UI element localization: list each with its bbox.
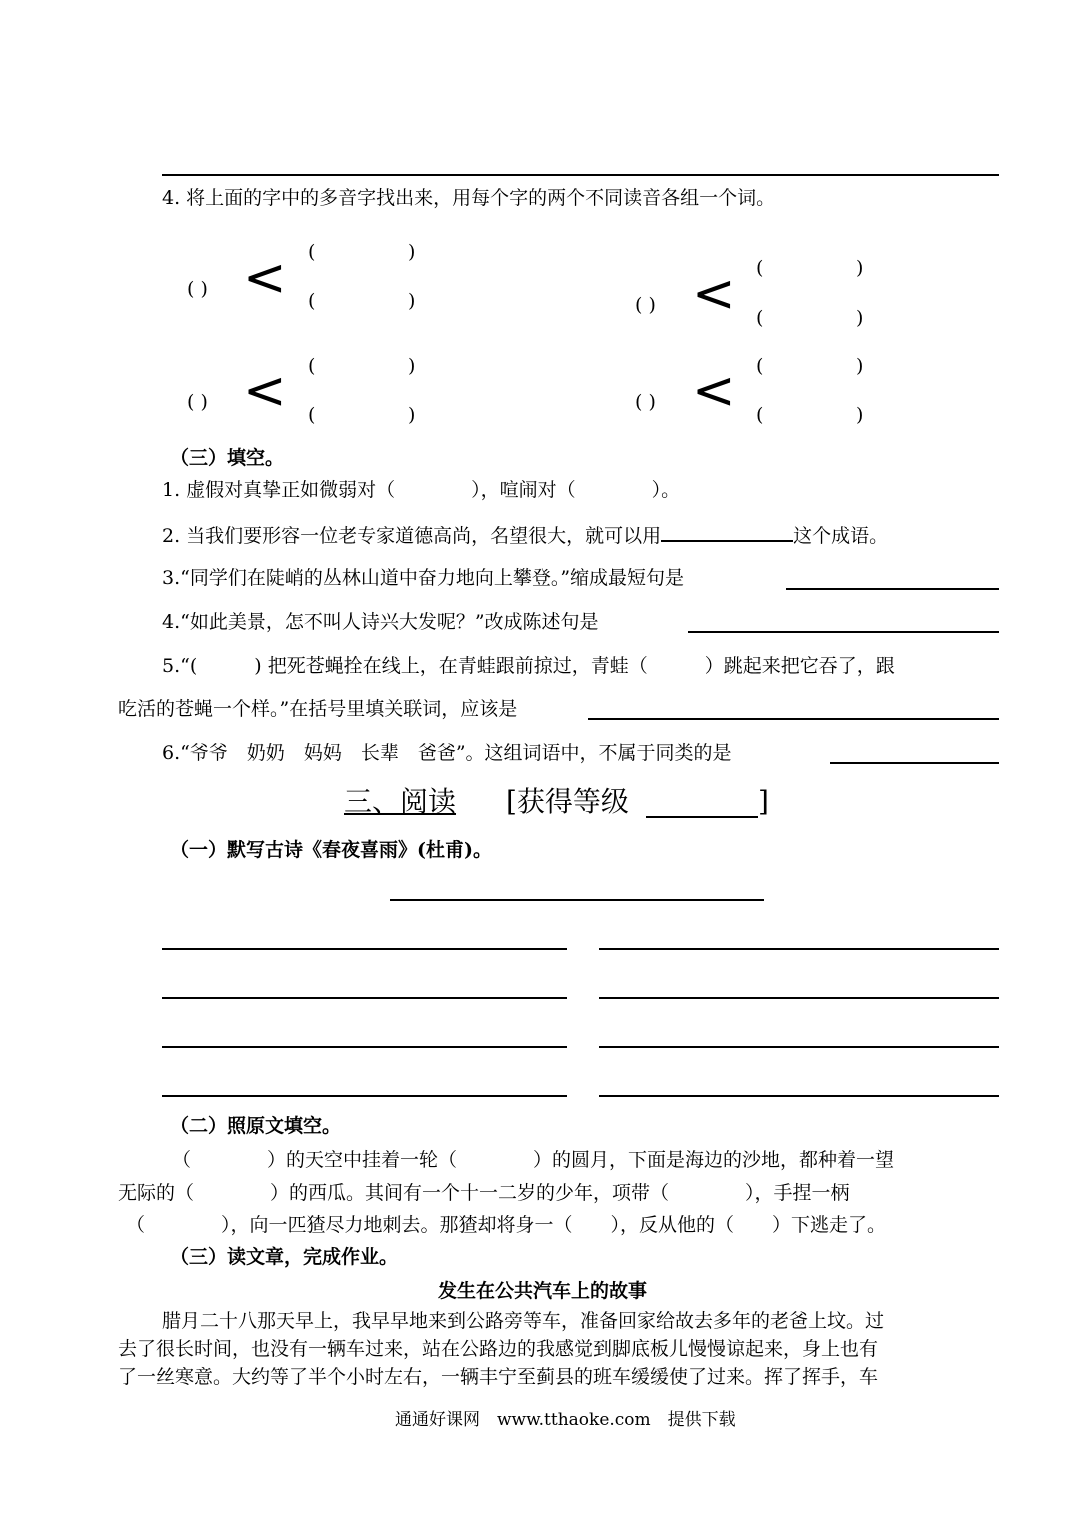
reading-blank-1b-open: ( xyxy=(308,290,316,312)
fill-q5-blank[interactable] xyxy=(588,718,999,720)
fill-q2-suffix: 这个成语。 xyxy=(793,525,889,547)
reading-blank-4b-close: ) xyxy=(856,404,864,426)
reading-blank-3b-open: ( xyxy=(308,404,316,426)
polyphone-char-blank-3[interactable]: ( ) xyxy=(187,391,208,413)
poem-line-3-left[interactable] xyxy=(162,1046,567,1048)
polyphone-char-blank-2[interactable]: ( ) xyxy=(635,294,656,316)
reading-section-title: 三、阅读 xyxy=(344,785,457,818)
story-line-2: 去了很长时间，也没有一辆车过来，站在公路边的我感觉到脚底板儿慢慢谅起来，身上也有 xyxy=(118,1338,879,1360)
polyphone-char-blank-4[interactable]: ( ) xyxy=(635,391,656,413)
story-line-3: 了一丝寒意。大约等了半个小时左右，一辆丰宁至蓟县的班车缓缓使了过来。挥了挥手，车 xyxy=(118,1366,879,1388)
page-footer: 通通好课网 www.tthaoke.com 提供下载 xyxy=(395,1410,736,1430)
grade-blank[interactable] xyxy=(646,816,758,818)
fill-q2 xyxy=(162,522,888,548)
reading-blank-4a-close: ) xyxy=(856,355,864,377)
poem-line-1-left[interactable] xyxy=(162,948,567,950)
reading-blank-4a-open: ( xyxy=(756,355,764,377)
polyphone-char-blank-1[interactable]: ( ) xyxy=(187,278,208,300)
poem-line-2-left[interactable] xyxy=(162,997,567,999)
q4-instruction: 4. 将上面的字中的多音字找出来，用每个字的两个不同读音各组一个词。 xyxy=(162,187,776,209)
story-heading: （三）读文章，完成作业。 xyxy=(170,1246,399,1268)
fill-q4-blank[interactable] xyxy=(688,631,999,633)
bracket-chevron-icon-4: < xyxy=(692,361,736,421)
grade-close: ] xyxy=(758,785,769,818)
poem-line-4-right[interactable] xyxy=(599,1095,999,1097)
poem-heading: （一）默写古诗《春夜喜雨》(杜甫)。 xyxy=(170,839,492,861)
fill-heading: （三）填空。 xyxy=(170,447,285,469)
poem-line-3-right[interactable] xyxy=(599,1046,999,1048)
reading-blank-2a-open: ( xyxy=(756,257,764,279)
fill-q2-blank[interactable] xyxy=(661,522,793,542)
reading-blank-2b-open: ( xyxy=(756,307,764,329)
top-answer-line xyxy=(162,174,999,176)
fill-q3: 3.“同学们在陡峭的丛林山道中奋力地向上攀登。”缩成最短句是 xyxy=(162,567,685,589)
bracket-chevron-icon-3: < xyxy=(243,361,287,421)
reading-blank-2a-close: ) xyxy=(856,257,864,279)
fill-q5-line2: 吃活的苍蝇一个样。”在括号里填关联词，应该是 xyxy=(118,698,518,720)
original-heading: （二）照原文填空。 xyxy=(170,1115,342,1137)
fill-q1: 1. 虚假对真挚正如微弱对（ ），喧闹对（ ）。 xyxy=(162,479,681,501)
story-title: 发生在公共汽车上的故事 xyxy=(438,1280,648,1302)
grade-label: [获得等级 xyxy=(506,785,629,818)
reading-blank-1b-close: ) xyxy=(408,290,416,312)
original-line-2: 无际的（ ）的西瓜。其间有一个十一二岁的少年，项带（ ），手捏一柄 xyxy=(118,1182,850,1204)
poem-title-line[interactable] xyxy=(390,899,764,901)
reading-blank-1a-open: ( xyxy=(308,241,316,263)
reading-blank-3a-close: ) xyxy=(408,355,416,377)
fill-q6: 6.“爷爷 奶奶 妈妈 长辈 爸爸”。这组词语中，不属于同类的是 xyxy=(162,742,732,764)
fill-q4: 4.“如此美景，怎不叫人诗兴大发呢？”改成陈述句是 xyxy=(162,611,599,633)
bracket-chevron-icon-2: < xyxy=(692,264,736,324)
reading-blank-3b-close: ) xyxy=(408,404,416,426)
fill-q3-blank[interactable] xyxy=(786,588,999,590)
fill-q5-line1: 5.“( ) 把死苍蝇拴在线上，在青蛙跟前掠过，青蛙（ ）跳起来把它吞了，跟 xyxy=(162,655,895,677)
poem-line-1-right[interactable] xyxy=(599,948,999,950)
reading-blank-4b-open: ( xyxy=(756,404,764,426)
fill-q6-blank[interactable] xyxy=(830,762,999,764)
reading-blank-3a-open: ( xyxy=(308,355,316,377)
reading-blank-2b-close: ) xyxy=(856,307,864,329)
fill-q2-text: 2. 当我们要形容一位老专家道德高尚，名望很大，就可以用 xyxy=(162,525,662,547)
poem-line-2-right[interactable] xyxy=(599,997,999,999)
bracket-chevron-icon-1: < xyxy=(243,248,287,308)
original-line-1: （ ）的天空中挂着一轮（ ）的圆月，下面是海边的沙地，都种着一望 xyxy=(172,1149,895,1171)
story-line-1: 腊月二十八那天早上，我早早地来到公路旁等车，准备回家给故去多年的老爸上坟。过 xyxy=(162,1310,885,1332)
reading-blank-1a-close: ) xyxy=(408,241,416,263)
original-line-3: （ ），向一匹猹尽力地刺去。那猹却将身一（ ），反从他的（ ）下逃走了。 xyxy=(126,1214,887,1236)
poem-line-4-left[interactable] xyxy=(162,1095,567,1097)
